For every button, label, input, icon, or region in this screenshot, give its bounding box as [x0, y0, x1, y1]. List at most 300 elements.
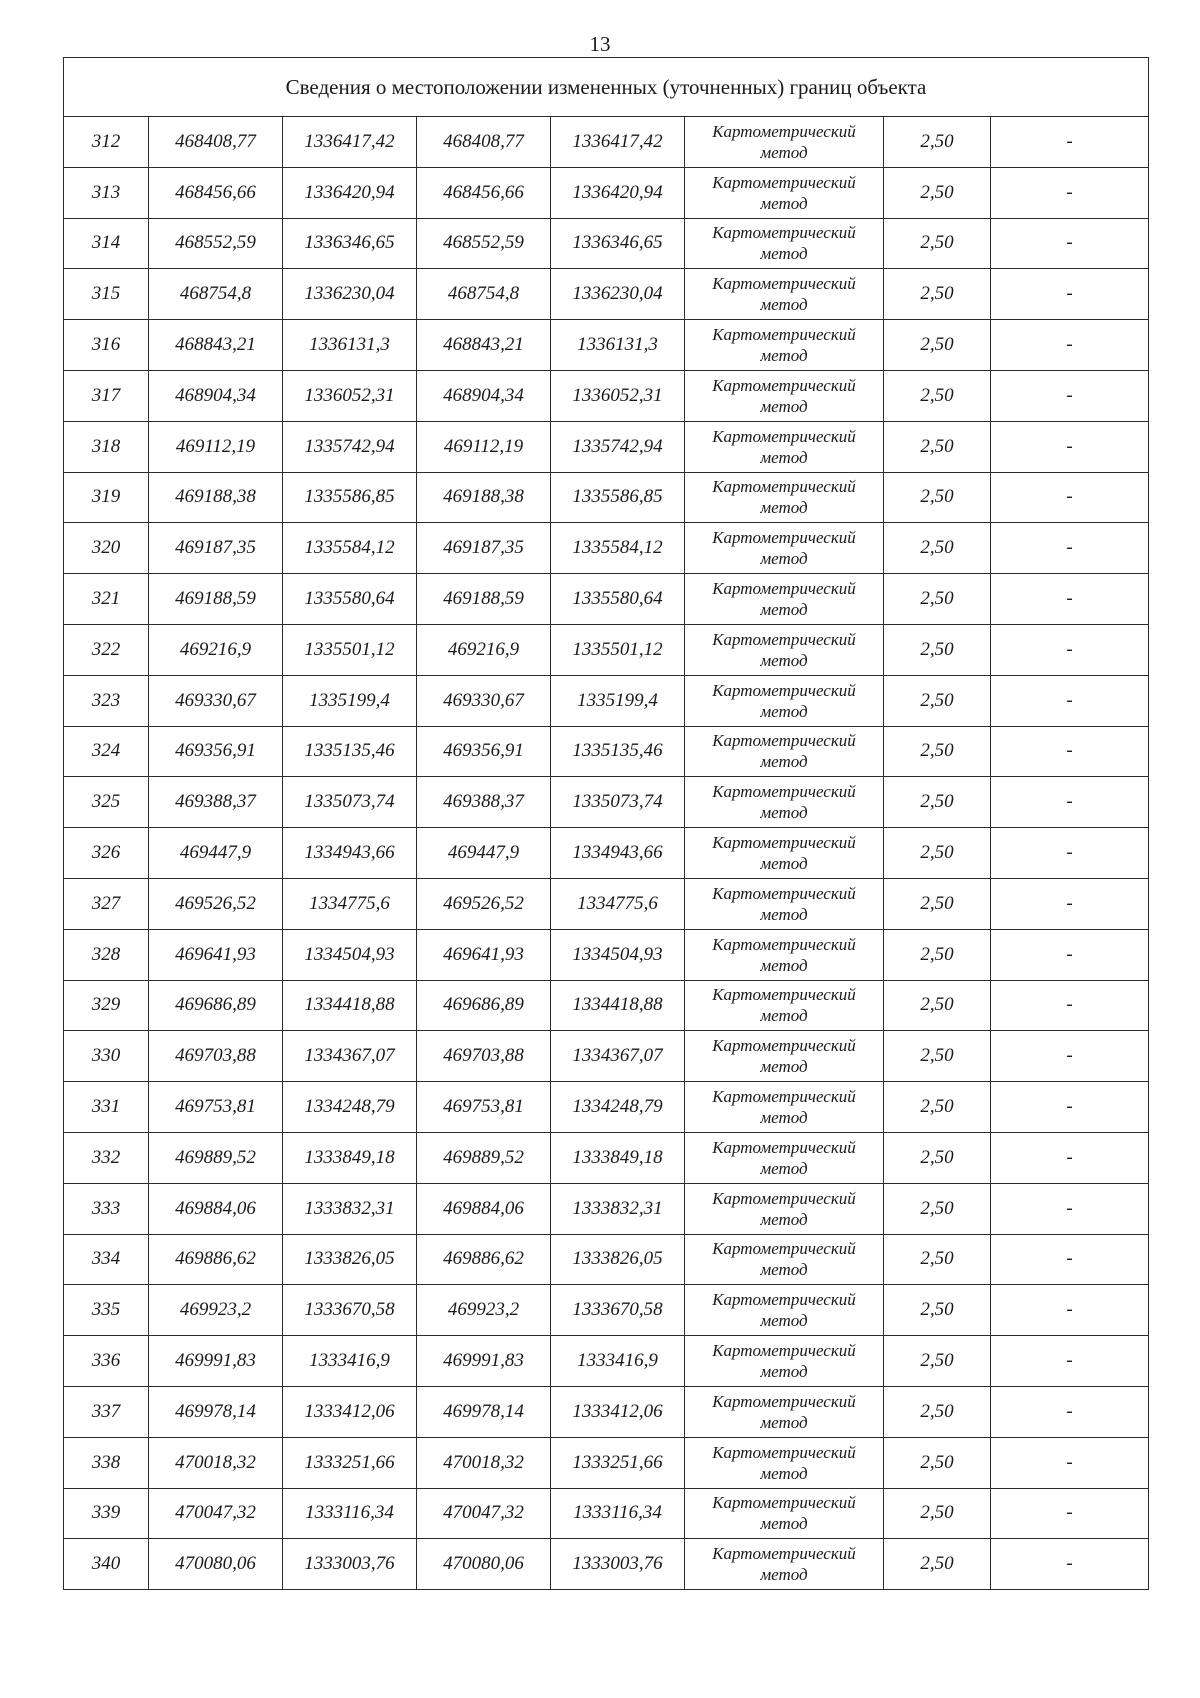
note-cell: - — [991, 675, 1149, 726]
point-number-cell: 322 — [64, 624, 149, 675]
y-refined-cell: 1333412,06 — [551, 1386, 685, 1437]
method-line-1: Картометрический — [712, 223, 856, 243]
y-existing-cell: 1333849,18 — [283, 1132, 417, 1183]
note-cell: - — [991, 167, 1149, 218]
note-cell: - — [991, 523, 1149, 574]
method-line-2: метод — [760, 549, 808, 569]
x-existing-cell: 469216,9 — [149, 624, 283, 675]
y-refined-cell: 1334367,07 — [551, 1031, 685, 1082]
method-line-1: Картометрический — [712, 274, 856, 294]
x-refined-cell: 469216,9 — [417, 624, 551, 675]
note-cell: - — [991, 1183, 1149, 1234]
y-existing-cell: 1333670,58 — [283, 1285, 417, 1336]
y-refined-cell: 1335586,85 — [551, 472, 685, 523]
point-number-cell: 340 — [64, 1539, 149, 1590]
table-row — [64, 624, 1149, 675]
note-cell: - — [991, 320, 1149, 371]
method-cell — [685, 167, 884, 218]
method-line-1: Картометрический — [712, 1493, 856, 1513]
method-line-1: Картометрический — [712, 1188, 856, 1208]
accuracy-cell: 2,50 — [884, 1183, 991, 1234]
y-existing-cell: 1333832,31 — [283, 1183, 417, 1234]
y-refined-cell: 1336131,3 — [551, 320, 685, 371]
method-line-2: метод — [760, 1514, 808, 1534]
y-refined-cell: 1335580,64 — [551, 574, 685, 625]
method-line-2: метод — [760, 1463, 808, 1483]
accuracy-cell: 2,50 — [884, 117, 991, 168]
y-existing-cell: 1336131,3 — [283, 320, 417, 371]
x-refined-cell: 470080,06 — [417, 1539, 551, 1590]
accuracy-cell: 2,50 — [884, 523, 991, 574]
accuracy-cell: 2,50 — [884, 1031, 991, 1082]
x-refined-cell: 469991,83 — [417, 1336, 551, 1387]
method-line-2: метод — [760, 447, 808, 467]
x-refined-cell: 468408,77 — [417, 117, 551, 168]
y-refined-cell: 1334418,88 — [551, 980, 685, 1031]
method-line-1: Картометрический — [712, 1341, 856, 1361]
method-cell — [685, 980, 884, 1031]
accuracy-cell: 2,50 — [884, 675, 991, 726]
method-line-2: метод — [760, 752, 808, 772]
y-refined-cell: 1334775,6 — [551, 878, 685, 929]
accuracy-cell: 2,50 — [884, 472, 991, 523]
table-row — [64, 370, 1149, 421]
point-number-cell: 321 — [64, 574, 149, 625]
table-row — [64, 269, 1149, 320]
accuracy-cell: 2,50 — [884, 421, 991, 472]
x-refined-cell: 469188,38 — [417, 472, 551, 523]
accuracy-cell: 2,50 — [884, 980, 991, 1031]
note-cell: - — [991, 269, 1149, 320]
x-refined-cell: 469330,67 — [417, 675, 551, 726]
method-cell — [685, 1285, 884, 1336]
y-refined-cell: 1335073,74 — [551, 777, 685, 828]
x-refined-cell: 469753,81 — [417, 1082, 551, 1133]
x-refined-cell: 469187,35 — [417, 523, 551, 574]
table-row — [64, 726, 1149, 777]
x-existing-cell: 468456,66 — [149, 167, 283, 218]
y-existing-cell: 1334418,88 — [283, 980, 417, 1031]
method-cell — [685, 1539, 884, 1590]
note-cell: - — [991, 370, 1149, 421]
method-line-1: Картометрический — [712, 375, 856, 395]
method-line-1: Картометрический — [712, 934, 856, 954]
y-existing-cell: 1335501,12 — [283, 624, 417, 675]
method-line-2: метод — [760, 142, 808, 162]
method-cell — [685, 421, 884, 472]
x-refined-cell: 469686,89 — [417, 980, 551, 1031]
y-existing-cell: 1336417,42 — [283, 117, 417, 168]
note-cell: - — [991, 1437, 1149, 1488]
y-refined-cell: 1333416,9 — [551, 1336, 685, 1387]
note-cell: - — [991, 1539, 1149, 1590]
y-refined-cell: 1336420,94 — [551, 167, 685, 218]
method-line-1: Картометрический — [712, 680, 856, 700]
method-line-2: метод — [760, 1006, 808, 1026]
point-number-cell: 333 — [64, 1183, 149, 1234]
point-number-cell: 319 — [64, 472, 149, 523]
method-line-2: метод — [760, 1158, 808, 1178]
method-line-1: Картометрический — [712, 1239, 856, 1259]
y-refined-cell: 1335501,12 — [551, 624, 685, 675]
method-line-2: метод — [760, 1565, 808, 1585]
point-number-cell: 327 — [64, 878, 149, 929]
y-refined-cell: 1336417,42 — [551, 117, 685, 168]
point-number-cell: 313 — [64, 167, 149, 218]
y-existing-cell: 1335742,94 — [283, 421, 417, 472]
method-line-1: Картометрический — [712, 477, 856, 497]
table-row — [64, 1386, 1149, 1437]
point-number-cell: 336 — [64, 1336, 149, 1387]
y-refined-cell: 1333116,34 — [551, 1488, 685, 1539]
x-refined-cell: 469526,52 — [417, 878, 551, 929]
method-line-1: Картометрический — [712, 985, 856, 1005]
accuracy-cell: 2,50 — [884, 1488, 991, 1539]
table-title: Сведения о местоположении измененных (уточненных) границ объекта — [64, 58, 1149, 117]
y-existing-cell: 1335584,12 — [283, 523, 417, 574]
x-existing-cell: 469703,88 — [149, 1031, 283, 1082]
method-line-2: метод — [760, 1108, 808, 1128]
y-existing-cell: 1336346,65 — [283, 218, 417, 269]
note-cell: - — [991, 574, 1149, 625]
table-row — [64, 320, 1149, 371]
note-cell: - — [991, 1488, 1149, 1539]
point-number-cell: 317 — [64, 370, 149, 421]
method-line-2: метод — [760, 650, 808, 670]
accuracy-cell: 2,50 — [884, 1386, 991, 1437]
y-refined-cell: 1335584,12 — [551, 523, 685, 574]
method-line-2: метод — [760, 1362, 808, 1382]
method-cell — [685, 320, 884, 371]
method-cell — [685, 929, 884, 980]
method-line-2: метод — [760, 854, 808, 874]
method-line-2: метод — [760, 955, 808, 975]
x-refined-cell: 468456,66 — [417, 167, 551, 218]
method-line-2: метод — [760, 396, 808, 416]
x-refined-cell: 469886,62 — [417, 1234, 551, 1285]
page-number: 13 — [589, 32, 611, 56]
accuracy-cell: 2,50 — [884, 1082, 991, 1133]
method-line-2: метод — [760, 1412, 808, 1432]
y-refined-cell: 1334504,93 — [551, 929, 685, 980]
note-cell: - — [991, 218, 1149, 269]
point-number-cell: 323 — [64, 675, 149, 726]
note-cell: - — [991, 980, 1149, 1031]
y-existing-cell: 1335135,46 — [283, 726, 417, 777]
point-number-cell: 320 — [64, 523, 149, 574]
y-refined-cell: 1336052,31 — [551, 370, 685, 421]
method-line-2: метод — [760, 803, 808, 823]
point-number-cell: 332 — [64, 1132, 149, 1183]
x-existing-cell: 469686,89 — [149, 980, 283, 1031]
x-refined-cell: 470047,32 — [417, 1488, 551, 1539]
method-line-1: Картометрический — [712, 1036, 856, 1056]
y-refined-cell: 1333251,66 — [551, 1437, 685, 1488]
x-existing-cell: 468552,59 — [149, 218, 283, 269]
y-existing-cell: 1334367,07 — [283, 1031, 417, 1082]
method-line-1: Картометрический — [712, 782, 856, 802]
method-line-2: метод — [760, 904, 808, 924]
method-line-2: метод — [760, 600, 808, 620]
table-row — [64, 1132, 1149, 1183]
method-line-1: Картометрический — [712, 1544, 856, 1564]
x-refined-cell: 468904,34 — [417, 370, 551, 421]
method-cell — [685, 726, 884, 777]
y-refined-cell: 1336230,04 — [551, 269, 685, 320]
method-cell — [685, 269, 884, 320]
accuracy-cell: 2,50 — [884, 1285, 991, 1336]
method-line-1: Картометрический — [712, 121, 856, 141]
table-row — [64, 828, 1149, 879]
point-number-cell: 339 — [64, 1488, 149, 1539]
table-row — [64, 1031, 1149, 1082]
note-cell: - — [991, 421, 1149, 472]
x-existing-cell: 469991,83 — [149, 1336, 283, 1387]
note-cell: - — [991, 1082, 1149, 1133]
x-existing-cell: 469447,9 — [149, 828, 283, 879]
accuracy-cell: 2,50 — [884, 777, 991, 828]
y-existing-cell: 1334775,6 — [283, 878, 417, 929]
table-row — [64, 421, 1149, 472]
x-refined-cell: 469112,19 — [417, 421, 551, 472]
x-existing-cell: 469356,91 — [149, 726, 283, 777]
y-existing-cell: 1333003,76 — [283, 1539, 417, 1590]
y-existing-cell: 1333416,9 — [283, 1336, 417, 1387]
method-cell — [685, 1031, 884, 1082]
table-row — [64, 117, 1149, 168]
point-number-cell: 326 — [64, 828, 149, 879]
y-refined-cell: 1333849,18 — [551, 1132, 685, 1183]
x-existing-cell: 469889,52 — [149, 1132, 283, 1183]
point-number-cell: 334 — [64, 1234, 149, 1285]
method-cell — [685, 675, 884, 726]
note-cell: - — [991, 777, 1149, 828]
x-refined-cell: 469889,52 — [417, 1132, 551, 1183]
x-refined-cell: 469641,93 — [417, 929, 551, 980]
y-existing-cell: 1333251,66 — [283, 1437, 417, 1488]
table-row — [64, 523, 1149, 574]
table-row — [64, 167, 1149, 218]
y-existing-cell: 1335073,74 — [283, 777, 417, 828]
note-cell: - — [991, 1132, 1149, 1183]
method-line-1: Картометрический — [712, 1137, 856, 1157]
point-number-cell: 325 — [64, 777, 149, 828]
method-line-2: метод — [760, 244, 808, 264]
y-existing-cell: 1335586,85 — [283, 472, 417, 523]
x-refined-cell: 469188,59 — [417, 574, 551, 625]
table-row — [64, 1082, 1149, 1133]
y-refined-cell: 1333826,05 — [551, 1234, 685, 1285]
method-line-1: Картометрический — [712, 528, 856, 548]
x-existing-cell: 469923,2 — [149, 1285, 283, 1336]
y-refined-cell: 1333670,58 — [551, 1285, 685, 1336]
y-refined-cell: 1335742,94 — [551, 421, 685, 472]
x-existing-cell: 469330,67 — [149, 675, 283, 726]
table-row — [64, 675, 1149, 726]
method-cell — [685, 1234, 884, 1285]
x-existing-cell: 468843,21 — [149, 320, 283, 371]
y-existing-cell: 1333116,34 — [283, 1488, 417, 1539]
method-cell — [685, 878, 884, 929]
note-cell: - — [991, 1386, 1149, 1437]
table-row — [64, 1234, 1149, 1285]
method-cell — [685, 472, 884, 523]
method-cell — [685, 1488, 884, 1539]
method-cell — [685, 1082, 884, 1133]
y-existing-cell: 1334943,66 — [283, 828, 417, 879]
method-cell — [685, 574, 884, 625]
table-row — [64, 574, 1149, 625]
method-line-2: метод — [760, 346, 808, 366]
accuracy-cell: 2,50 — [884, 1234, 991, 1285]
point-number-cell: 312 — [64, 117, 149, 168]
y-existing-cell: 1334248,79 — [283, 1082, 417, 1133]
accuracy-cell: 2,50 — [884, 878, 991, 929]
table-title-row — [64, 58, 1149, 117]
point-number-cell: 338 — [64, 1437, 149, 1488]
x-existing-cell: 469526,52 — [149, 878, 283, 929]
x-existing-cell: 469978,14 — [149, 1386, 283, 1437]
method-cell — [685, 1336, 884, 1387]
method-line-2: метод — [760, 295, 808, 315]
note-cell: - — [991, 624, 1149, 675]
y-refined-cell: 1335135,46 — [551, 726, 685, 777]
x-refined-cell: 469388,37 — [417, 777, 551, 828]
note-cell: - — [991, 878, 1149, 929]
y-existing-cell: 1336420,94 — [283, 167, 417, 218]
point-number-cell: 335 — [64, 1285, 149, 1336]
method-line-1: Картометрический — [712, 833, 856, 853]
table-row — [64, 980, 1149, 1031]
x-existing-cell: 469886,62 — [149, 1234, 283, 1285]
point-number-cell: 329 — [64, 980, 149, 1031]
method-line-1: Картометрический — [712, 1290, 856, 1310]
table-row — [64, 218, 1149, 269]
point-number-cell: 315 — [64, 269, 149, 320]
x-existing-cell: 469388,37 — [149, 777, 283, 828]
method-cell — [685, 117, 884, 168]
x-existing-cell: 468904,34 — [149, 370, 283, 421]
x-refined-cell: 470018,32 — [417, 1437, 551, 1488]
y-refined-cell: 1336346,65 — [551, 218, 685, 269]
accuracy-cell: 2,50 — [884, 269, 991, 320]
y-existing-cell: 1335199,4 — [283, 675, 417, 726]
accuracy-cell: 2,50 — [884, 726, 991, 777]
method-line-2: метод — [760, 193, 808, 213]
x-existing-cell: 468754,8 — [149, 269, 283, 320]
accuracy-cell: 2,50 — [884, 929, 991, 980]
x-refined-cell: 469356,91 — [417, 726, 551, 777]
table-row — [64, 929, 1149, 980]
method-line-1: Картометрический — [712, 426, 856, 446]
method-line-2: метод — [760, 1209, 808, 1229]
note-cell: - — [991, 828, 1149, 879]
point-number-cell: 324 — [64, 726, 149, 777]
method-line-1: Картометрический — [712, 1087, 856, 1107]
table-row — [64, 1488, 1149, 1539]
table-row — [64, 1336, 1149, 1387]
point-number-cell: 318 — [64, 421, 149, 472]
table-row — [64, 878, 1149, 929]
x-existing-cell: 469188,59 — [149, 574, 283, 625]
x-existing-cell: 469641,93 — [149, 929, 283, 980]
note-cell: - — [991, 1285, 1149, 1336]
y-existing-cell: 1334504,93 — [283, 929, 417, 980]
x-refined-cell: 468754,8 — [417, 269, 551, 320]
x-refined-cell: 469978,14 — [417, 1386, 551, 1437]
note-cell: - — [991, 929, 1149, 980]
point-number-cell: 337 — [64, 1386, 149, 1437]
note-cell: - — [991, 1031, 1149, 1082]
point-number-cell: 314 — [64, 218, 149, 269]
y-refined-cell: 1333832,31 — [551, 1183, 685, 1234]
table-row — [64, 1539, 1149, 1590]
y-existing-cell: 1335580,64 — [283, 574, 417, 625]
note-cell: - — [991, 117, 1149, 168]
method-line-2: метод — [760, 1057, 808, 1077]
y-existing-cell: 1333412,06 — [283, 1386, 417, 1437]
y-refined-cell: 1333003,76 — [551, 1539, 685, 1590]
x-refined-cell: 469884,06 — [417, 1183, 551, 1234]
method-cell — [685, 1386, 884, 1437]
note-cell: - — [991, 1336, 1149, 1387]
accuracy-cell: 2,50 — [884, 1132, 991, 1183]
method-cell — [685, 1132, 884, 1183]
method-line-2: метод — [760, 701, 808, 721]
y-refined-cell: 1334943,66 — [551, 828, 685, 879]
x-existing-cell: 469187,35 — [149, 523, 283, 574]
x-existing-cell: 470047,32 — [149, 1488, 283, 1539]
method-line-1: Картометрический — [712, 172, 856, 192]
y-existing-cell: 1336052,31 — [283, 370, 417, 421]
accuracy-cell: 2,50 — [884, 167, 991, 218]
method-cell — [685, 828, 884, 879]
table-row — [64, 777, 1149, 828]
point-number-cell: 316 — [64, 320, 149, 371]
x-existing-cell: 469112,19 — [149, 421, 283, 472]
x-refined-cell: 468843,21 — [417, 320, 551, 371]
accuracy-cell: 2,50 — [884, 218, 991, 269]
x-existing-cell: 470080,06 — [149, 1539, 283, 1590]
accuracy-cell: 2,50 — [884, 1437, 991, 1488]
method-cell — [685, 523, 884, 574]
y-refined-cell: 1335199,4 — [551, 675, 685, 726]
x-refined-cell: 469703,88 — [417, 1031, 551, 1082]
y-existing-cell: 1336230,04 — [283, 269, 417, 320]
x-existing-cell: 469753,81 — [149, 1082, 283, 1133]
point-number-cell: 328 — [64, 929, 149, 980]
method-cell — [685, 1183, 884, 1234]
method-line-1: Картометрический — [712, 629, 856, 649]
point-number-cell: 331 — [64, 1082, 149, 1133]
table-row — [64, 1183, 1149, 1234]
note-cell: - — [991, 472, 1149, 523]
method-cell — [685, 218, 884, 269]
x-existing-cell: 468408,77 — [149, 117, 283, 168]
table-row — [64, 1285, 1149, 1336]
accuracy-cell: 2,50 — [884, 1336, 991, 1387]
point-number-cell: 330 — [64, 1031, 149, 1082]
method-cell — [685, 777, 884, 828]
method-line-1: Картометрический — [712, 579, 856, 599]
method-line-1: Картометрический — [712, 731, 856, 751]
method-cell — [685, 1437, 884, 1488]
x-existing-cell: 469188,38 — [149, 472, 283, 523]
table-row — [64, 1437, 1149, 1488]
accuracy-cell: 2,50 — [884, 624, 991, 675]
accuracy-cell: 2,50 — [884, 574, 991, 625]
accuracy-cell: 2,50 — [884, 370, 991, 421]
